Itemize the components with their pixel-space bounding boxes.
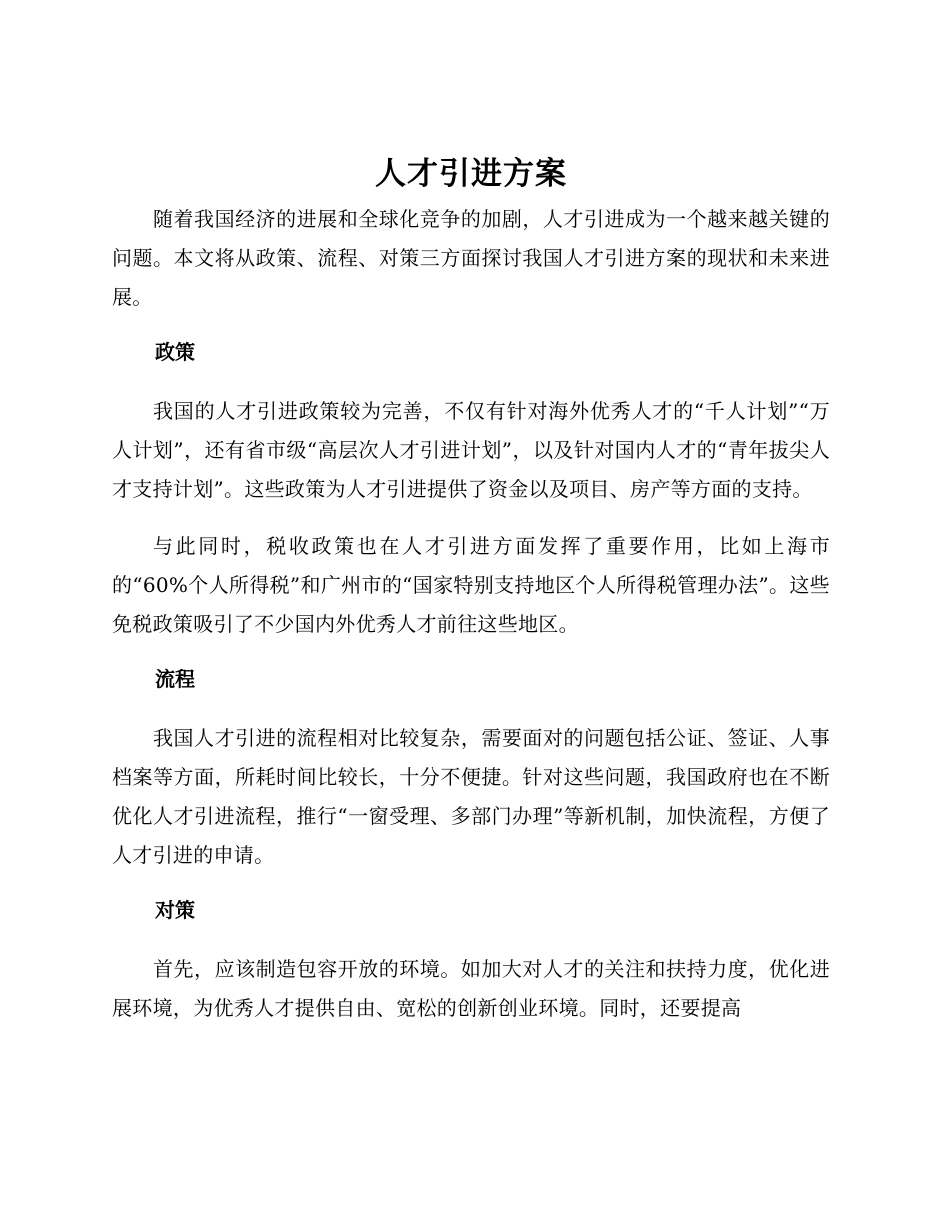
process-paragraph-1: 我国人才引进的流程相对比较复杂，需要面对的问题包括公证、签证、人事档案等方面，所耗时间比较长，十分不便捷。针对这些问题，我国政府也在不断优化人才引进流程，推行“一窗受理、多部门办理”等新机制，加快流程，方便了人才引进的申请。 [112,726,830,867]
document-title: 人才引进方案 [375,156,567,192]
policy-paragraph-1: 我国的人才引进政策较为完善，不仅有针对海外优秀人才的“千人计划”“万人计划”，还有省市级“高层次人才引进计划”，以及针对国内人才的“青年拔尖人才支持计划”。这些政策为人才引进提供了资金以及项目、房产等方面的支持。 [112,399,830,501]
policy-paragraph-2: 与此同时，税收政策也在人才引进方面发挥了重要作用，比如上海市的“60%个人所得税”和广州市的“国家特别支持地区个人所得税管理办法”。这些免税政策吸引了不少国内外优秀人才前往这些地区。 [112,534,830,636]
section-heading-process: 流程 [155,667,195,691]
section-countermeasures [112,893,830,1028]
document-body [112,148,830,1046]
section-process [112,662,830,875]
countermeasures-paragraph-1: 首先，应该制造包容开放的环境。如加大对人才的关注和扶持力度，优化进展环境，为优秀人才提供自由、宽松的创新创业环境。同时，还要提高 [112,957,830,1020]
section-heading-policy: 政策 [155,340,195,364]
intro-paragraph: 随着我国经济的进展和全球化竞争的加剧，人才引进成为一个越来越关键的问题。本文将从政策、流程、对策三方面探讨我国人才引进方案的现状和未来进展。 [112,207,830,309]
section-policy [112,335,830,644]
section-heading-countermeasures: 对策 [155,898,195,922]
